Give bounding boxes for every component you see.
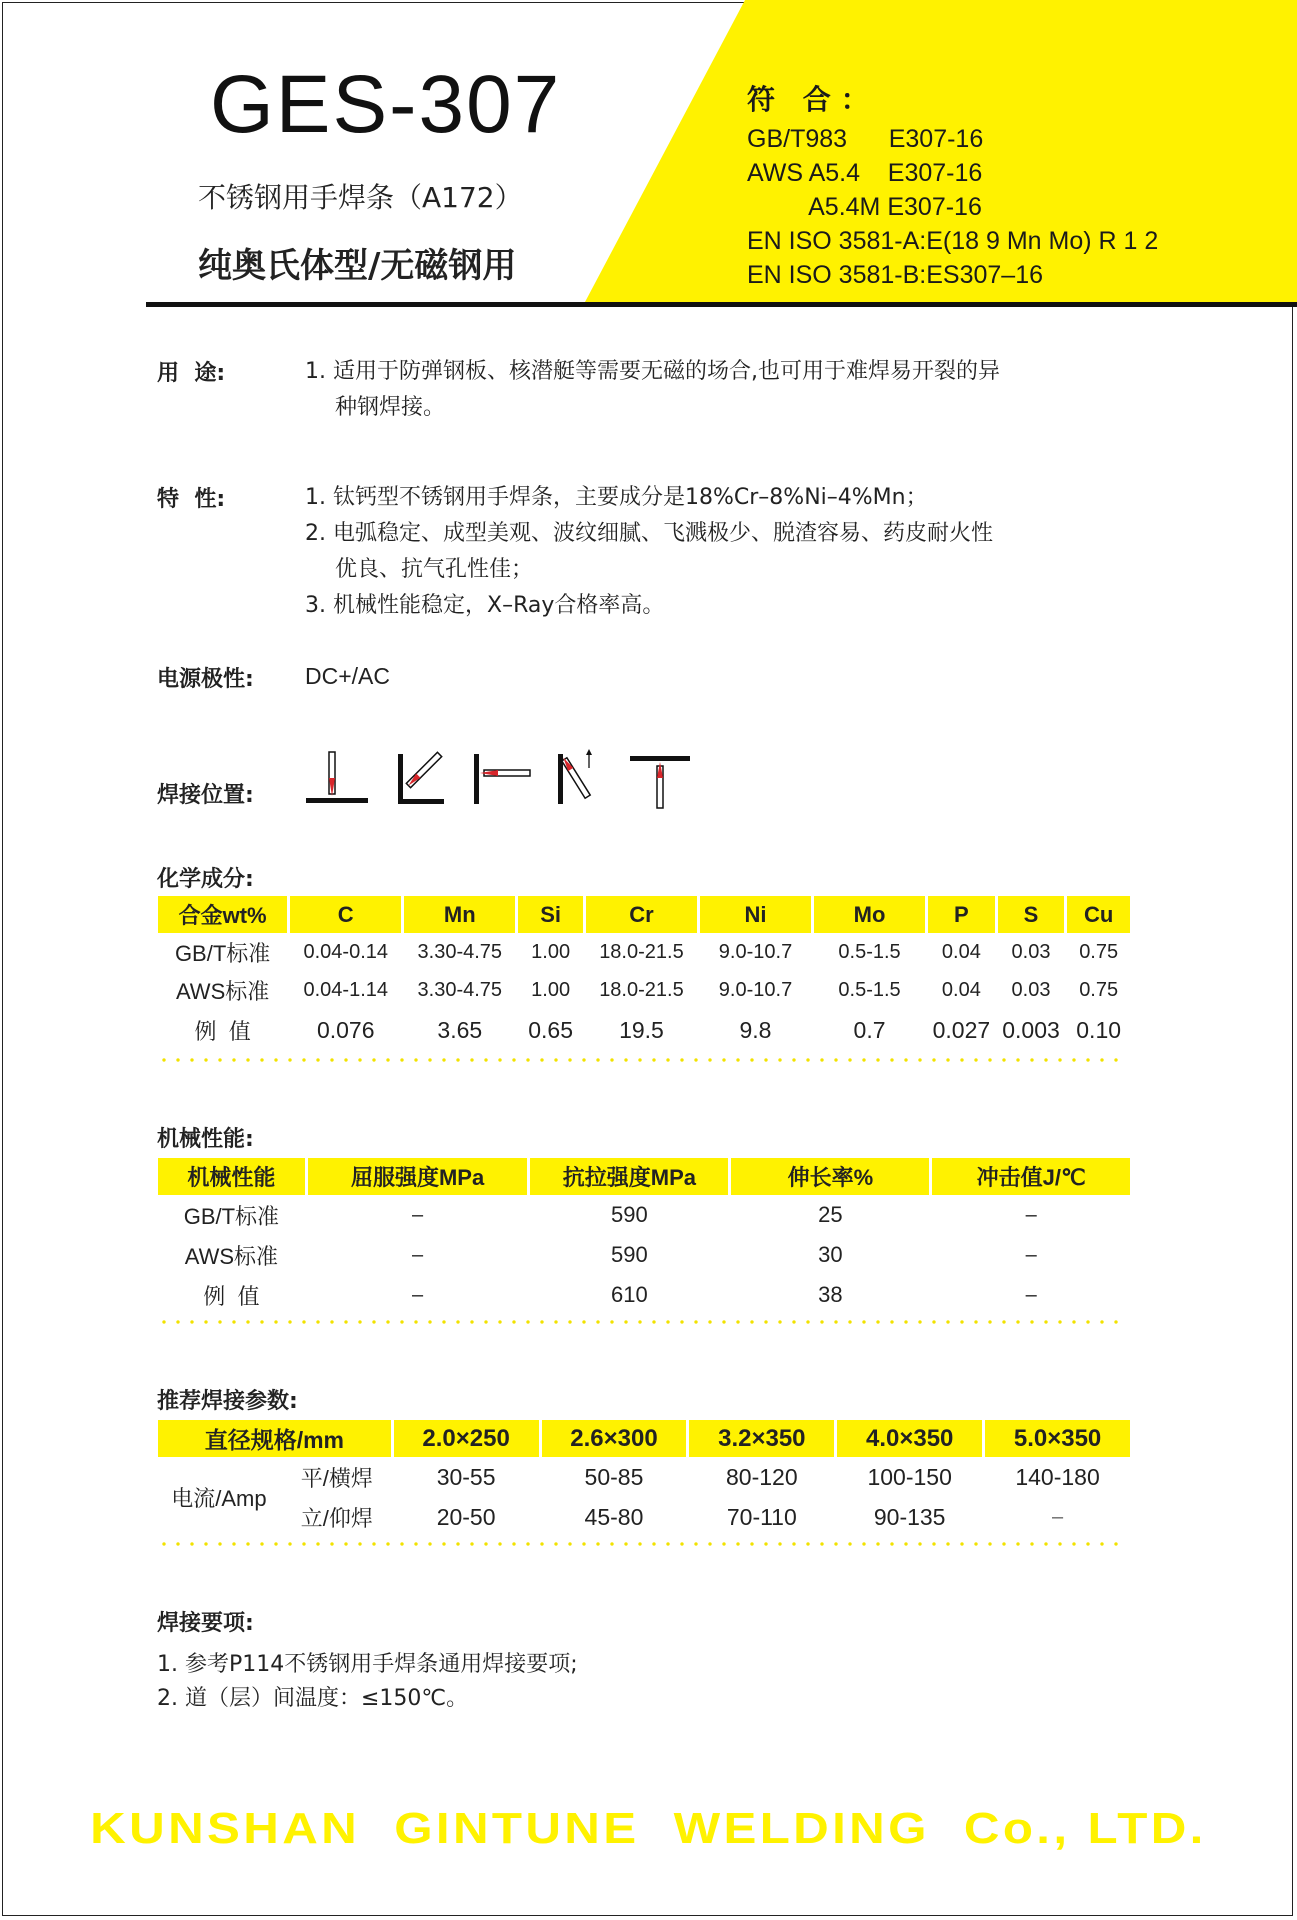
table-cell: – (412, 1283, 424, 1306)
list-item: 1. 参考P114不锈钢用手焊条通用焊接要项; (157, 1652, 578, 1677)
table-cell: 38 (818, 1282, 843, 1307)
column-header: 抗拉强度MPa (530, 1158, 728, 1195)
column-header: 伸长率% (731, 1158, 929, 1195)
table-cell: – (1051, 1505, 1064, 1528)
table-cell: 1.00 (531, 940, 571, 963)
column-header: Ni (700, 896, 811, 933)
overhead-position-icon (630, 756, 690, 808)
dotted-divider (157, 1542, 1127, 1546)
vertical-up-icon (558, 749, 592, 804)
company-name: KUNSHAN GINTUNE WELDING Co., LTD. (90, 1804, 1207, 1853)
column-header: 屈服强度MPa (308, 1158, 528, 1195)
product-model: GES-307 (210, 59, 562, 150)
conformance-line: AWS A5.4 E307-16 (747, 159, 983, 187)
list-item: 1. 钛钙型不锈钢用手焊条，主要成分是18%Cr–8%Ni–4%Mn； (305, 485, 928, 510)
header-divider (146, 302, 1297, 307)
list-item: 3. 机械性能稳定，X–Ray合格率高。 (305, 593, 665, 618)
table-cell: 平/横焊 (300, 1465, 373, 1491)
column-header: Cr (586, 896, 697, 933)
dotted-divider (157, 1320, 1127, 1324)
features-text (305, 480, 993, 624)
mechanical-table (155, 1158, 1133, 1315)
table-cell: 0.03 (1011, 940, 1051, 963)
table-cell: AWS标准 (175, 978, 270, 1004)
table-row (158, 1235, 1130, 1275)
column-header: 冲击值J/℃ (932, 1158, 1130, 1195)
params-title: 推荐焊接参数: (157, 1389, 298, 1414)
table-header-row (158, 1420, 1130, 1457)
list-item: 2. 道（层）间温度：≤150℃。 (157, 1686, 469, 1711)
column-header: 5.0×350 (985, 1420, 1130, 1457)
table-row (158, 1457, 1130, 1497)
table-cell: – (1025, 1243, 1037, 1266)
table-header-row (158, 1158, 1130, 1195)
table-cell: 0.027 (932, 1016, 991, 1043)
table-row (158, 1275, 1130, 1315)
table-cell: 0.5-1.5 (838, 940, 901, 963)
table-cell: 0.5-1.5 (838, 978, 901, 1001)
table-cell: 0.003 (1002, 1016, 1060, 1043)
table-cell: 30-55 (436, 1463, 496, 1490)
table-cell: 9.0-10.7 (718, 978, 793, 1001)
notes-title: 焊接要项: (157, 1611, 254, 1636)
conformance-line: A5.4M E307-16 (747, 193, 982, 221)
column-header: 合金wt% (158, 896, 287, 933)
conformance-block (747, 78, 1158, 292)
polarity-label: 电源极性: (157, 667, 254, 692)
table-cell: 9.8 (739, 1016, 772, 1043)
current-label: 电流/Amp (171, 1485, 267, 1511)
table-cell: 0.75 (1079, 978, 1119, 1001)
features-label: 特 性: (157, 487, 226, 512)
column-header: Mn (404, 896, 515, 933)
table-cell: 20-50 (436, 1503, 496, 1530)
list-item: 1. 适用于防弹钢板、核潜艇等需要无磁的场合,也可用于难焊易开裂的异 (305, 359, 1000, 384)
table-row (158, 971, 1130, 1009)
table-cell: 0.03 (1011, 978, 1051, 1001)
table-cell: 0.04 (941, 940, 981, 963)
column-header: Cu (1067, 896, 1130, 933)
column-header: Si (518, 896, 583, 933)
table-cell: 0.076 (316, 1016, 375, 1043)
list-item-continuation: 种钢焊接。 (335, 395, 446, 420)
table-cell: 0.04-0.14 (303, 940, 388, 963)
table-cell: 0.75 (1079, 940, 1119, 963)
polarity-value: DC+/AC (305, 663, 390, 689)
table-cell: 3.30-4.75 (417, 940, 503, 963)
table-cell: 590 (611, 1202, 648, 1227)
chemical-table (155, 896, 1133, 1051)
column-header: P (928, 896, 995, 933)
dotted-divider (157, 1058, 1127, 1062)
column-header: 4.0×350 (837, 1420, 982, 1457)
conformance-line: EN ISO 3581-A:E(18 9 Mn Mo) R 1 2 (747, 227, 1159, 255)
table-cell: 140-180 (1015, 1463, 1100, 1490)
conformance-title: 符 合： (747, 84, 879, 115)
table-cell: GB/T标准 (183, 1203, 280, 1229)
table-cell: 0.10 (1076, 1016, 1122, 1043)
table-cell: 70-110 (726, 1503, 797, 1530)
table-cell: 0.04 (941, 978, 981, 1001)
mechanical-title: 机械性能: (157, 1127, 254, 1152)
list-item: 2. 电弧稳定、成型美观、波纹细腻、飞溅极少、脱渣容易、药皮耐火性 (305, 521, 994, 546)
table-cell: 50-85 (584, 1463, 644, 1490)
column-header: 机械性能 (158, 1158, 305, 1195)
table-cell: 例 值 (203, 1283, 260, 1309)
table-cell: 18.0-21.5 (599, 940, 684, 963)
horizontal-fillet-icon (398, 752, 444, 804)
table-header-row (158, 896, 1130, 933)
table-cell: 18.0-21.5 (599, 978, 684, 1001)
table-cell: 80-120 (726, 1463, 798, 1490)
table-cell: – (412, 1203, 424, 1226)
usage-text (305, 354, 1000, 426)
table-cell: 3.65 (437, 1016, 483, 1043)
table-cell: – (1025, 1203, 1037, 1226)
table-cell: GB/T标准 (174, 940, 271, 966)
position-icons (306, 748, 696, 810)
flat-position-icon (306, 752, 368, 803)
table-cell: – (412, 1243, 424, 1266)
chemical-title: 化学成分: (157, 867, 254, 892)
table-cell: 25 (818, 1202, 843, 1227)
column-header: 3.2×350 (689, 1420, 834, 1457)
table-cell: 45-80 (584, 1503, 644, 1530)
column-header: Mo (814, 896, 925, 933)
list-item-continuation: 优良、抗气孔性佳； (335, 557, 534, 582)
table-cell: – (1025, 1283, 1037, 1306)
table-cell: 0.7 (853, 1016, 886, 1043)
table-cell: 0.04-1.14 (303, 978, 388, 1001)
position-label: 焊接位置: (157, 783, 254, 808)
table-row (158, 1195, 1130, 1235)
column-header: S (998, 896, 1065, 933)
table-cell: 610 (611, 1282, 648, 1307)
horizontal-position-icon (474, 754, 530, 804)
product-type: 纯奥氏体型/无磁钢用 (198, 246, 517, 286)
table-cell: 例 值 (194, 1018, 251, 1044)
column-header: C (290, 896, 401, 933)
table-row (158, 1009, 1130, 1051)
table-cell: 90-135 (873, 1503, 946, 1530)
table-cell: 19.5 (619, 1016, 664, 1043)
conformance-line: EN ISO 3581-B:ES307–16 (747, 261, 1044, 289)
table-cell: 1.00 (531, 978, 571, 1001)
table-cell: 100-150 (867, 1463, 952, 1490)
table-cell: 9.0-10.7 (718, 940, 793, 963)
table-cell: 590 (611, 1242, 648, 1267)
column-header: 2.0×250 (394, 1420, 539, 1457)
params-table (155, 1420, 1133, 1537)
usage-label: 用 途: (157, 361, 226, 386)
table-cell: 3.30-4.75 (417, 978, 503, 1001)
table-cell: 立/仰焊 (300, 1505, 373, 1531)
table-row (158, 1497, 1130, 1537)
product-subtitle: 不锈钢用手焊条（A172） (198, 181, 523, 214)
table-cell: 0.65 (528, 1016, 573, 1043)
column-header: 2.6×300 (542, 1420, 687, 1457)
table-row (158, 933, 1130, 971)
table-cell: 30 (818, 1242, 843, 1267)
table-cell: AWS标准 (184, 1243, 279, 1269)
conformance-line: GB/T983 E307-16 (747, 125, 984, 153)
notes-list (157, 1648, 578, 1716)
column-header: 直径规格/mm (158, 1420, 391, 1457)
